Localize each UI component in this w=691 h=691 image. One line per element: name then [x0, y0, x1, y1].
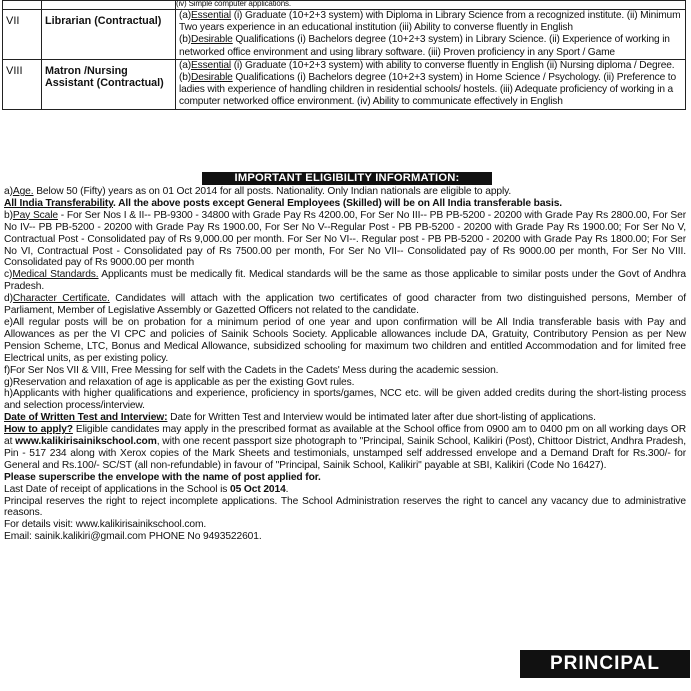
credits-paragraph: h)Applicants with higher qualifications and experience, proficiency in sports/games, NCC etc. will be given added credits during the short-listing process and selection process/interview. [4, 388, 686, 412]
table-row [3, 59, 686, 109]
test-date-text: Date for Written Test and Interview would be intimated later after due short-listing of applications. [167, 412, 596, 424]
advertisement-page [2, 0, 689, 691]
superscribe-note: Please superscribe the envelope with the name of post applied for. [4, 471, 321, 483]
serial-cell [3, 1, 42, 10]
pay-scale-heading: Pay Scale [12, 209, 59, 221]
last-date-end: . [285, 483, 289, 495]
age-heading: Age. [12, 186, 34, 197]
desirable-label: Desirable [191, 72, 233, 84]
item-label: d) [4, 293, 13, 305]
transferability-paragraph [4, 198, 686, 210]
age-paragraph [4, 186, 686, 198]
principal-signature: PRINCIPAL [520, 650, 690, 678]
eligibility-info [4, 186, 686, 543]
transferability-heading: All India Transferability [4, 197, 114, 209]
character-paragraph [4, 293, 686, 317]
post-cell: Matron /Nursing Assistant (Contractual) [42, 59, 176, 109]
item-label: c) [4, 269, 13, 281]
post-cell: Librarian (Contractual) [42, 10, 176, 60]
how-to-apply-heading: How to apply? [4, 424, 73, 436]
last-date-text: Last Date of receipt of applications in the School is [4, 483, 230, 495]
character-text: Candidates will attach with the application two certificates of good character from two distinguished persons, Member of Parliament, Member of Legislative Assembly or Gazetted Officers not related to the candidate. [4, 293, 686, 317]
last-date-paragraph [4, 484, 686, 496]
desirable-text: Qualifications (i) Bachelors degree (10+2+3 system) in Library Science. (ii) Experience of working in networked office environment and using library software. (iii) Proven proficiency in any Sport / Game [179, 34, 670, 58]
messing-paragraph: f)For Ser Nos VII & VIII, Free Messing for self with the Cadets in the Cadets' Mess during the academic session. [4, 364, 499, 376]
pay-scale-text: - For Ser Nos I & II-- PB-9300 - 34800 with Grade Pay Rs 4200.00, For Ser No III-- PB PB-5200 - 20200 with Grade Pay Rs 2800.00, For Ser No IV-- PB PB-5200 - 20200 with Grade Pay Rs 1900.00, For Ser No V--Regular Post - PB PB-5200 - 20200 with Grade Pay Rs 1900.00; For Ser No V, Contractual Post - Consolidated pay of Rs 9,000.00 per month. For Ser No VI--. Regular post - PB PB-5200 - 20200 with Grade Pay Rs 1800.00; For Ser No VI, Contractual Post - Consolidated pay of Rs 7500.00 per month, For Ser No VII-- Consolidated pay of Rs 9000.00 per month, For Ser No VIII. Consolidated pay of Rs 9000.00 per month [4, 209, 686, 269]
desirable-text: Qualifications (i) Bachelors degree (10+2+3 system) in Home Science / Psychology. (ii) Preference to ladies with experience of handling children in residential schools/ hostels. (iii) Adequate proficiency of working in a computer networked office environment. (iv) Ability to communicate effectively in English [179, 72, 677, 108]
item-label: b) [4, 209, 13, 221]
contact-line: Email: sainik.kalikiri@gmail.com PHONE No 9493522601. [4, 531, 262, 543]
how-to-apply-paragraph [4, 424, 686, 472]
how-to-apply-text: Eligible candidates may apply in the prescribed format as available at the School office from 0900 am to 0400 pm on all working days OR at [4, 424, 686, 448]
transferability-text: . All the above posts except General Employees (Skilled) will be on All India transferable basis. [113, 197, 563, 209]
table-row [3, 10, 686, 60]
essential-text: (i) Graduate (10+2+3 system) with ability to converse fluently in English (ii) Nursing diploma / Degree. [231, 59, 675, 71]
qualification-cell: (iv) Simple computer applications. [176, 1, 686, 10]
last-date-value: 05 Oct 2014 [230, 483, 286, 495]
medical-text: Applicants must be medically fit. Medical standards will be the same as those applicable to similar posts under the Govt of Andhra Pradesh. [4, 269, 686, 293]
eligibility-heading: IMPORTANT ELIGIBILITY INFORMATION: [202, 172, 492, 185]
test-date-paragraph [4, 412, 686, 424]
essential-text: (i) Graduate (10+2+3 system) with Diploma in Library Science from a recognized institute. (ii) Minimum Two years experience in an educational institution (iii) Ability to converse fluently in English [179, 10, 681, 34]
medical-heading: Medical Standards. [12, 269, 99, 281]
test-date-heading: Date of Written Test and Interview: [4, 412, 168, 424]
essential-label: Essential [191, 10, 232, 21]
item-label: a) [4, 186, 13, 197]
serial-cell: VIII [3, 59, 42, 109]
details-website-link[interactable]: www.kalikirisainikschool.com. [75, 519, 207, 531]
desirable-label: Desirable [191, 34, 233, 46]
serial-cell: VII [3, 10, 42, 60]
medical-paragraph [4, 269, 686, 293]
reservation-paragraph: g)Reservation and relaxation of age is applicable as per the existing Govt rules. [4, 376, 355, 388]
school-website-link[interactable]: www.kalikirisainikschool.com [15, 436, 157, 448]
age-text: Below 50 (Fifty) years as on 01 Oct 2014 for all posts. Nationality. Only Indian nationals are eligible to apply. [33, 186, 512, 197]
posts-table [2, 0, 686, 110]
pay-scale-paragraph [4, 210, 686, 270]
qualification-cell: (a)Essential (i) Graduate (10+2+3 system) with ability to converse fluently in English (ii) Nursing diploma / Degree. (b)Desirable Qualifications (i) Bachelors degree (10+2+3 system) in Home Science / Psychology. (ii) Preference to ladies with experience of handling children in residential schools/ hostels. (iii) Adequate proficiency of working in a computer networked office environment. (iv) Ability to communicate effectively in English [176, 59, 686, 109]
details-paragraph [4, 519, 686, 531]
post-cell [42, 1, 176, 10]
qualification-cell: (a)Essential (i) Graduate (10+2+3 system) with Diploma in Library Science from a recognized institute. (ii) Minimum Two years experience in an educational institution (iii) Ability to converse fluently in English (b)Desirable Qualifications (i) Bachelors degree (10+2+3 system) in Library Science. (ii) Experience of working in networked office environment and using library software. (iii) Proven proficiency in any Sport / Game [176, 10, 686, 60]
character-heading: Character Certificate. [12, 293, 110, 305]
reserve-paragraph: Principal reserves the right to reject incomplete applications. The School Administration reserves the right to cancel any vacancy due to administrative reasons. [4, 495, 686, 519]
probation-paragraph: e)All regular posts will be on probation for a minimum period of one year and upon confirmation will be All India transferable basis with Pay and Allowances as per the VI CPC and policies of Sainik Schools Society. Applicable allowances include DA, Gratuity, Contributory Pension as per New Pension Scheme, LTC, Bonus and Medical Allowance, subsidized schooling for maximum two children and entitled Accommodation and for limited free Electrical units, as per existing policy. [4, 316, 686, 364]
how-to-apply-text-2: , with one recent passport size photograph to "Principal, Sainik School, Kalikiri (Post), Chittoor District, Andhra Pradesh, Pin - 517 234 along with Xerox copies of the Mark Sheets and testimonials, unstamped self addressed envelope and a Demand Draft for Rs.300/- for General and Rs.100/- SC/ST (all non-refundable) in favour of "Principal, Sainik School, Kalikiri" payable at SBI, Kalikiri (Code No 16427). [4, 436, 686, 471]
essential-label: Essential [191, 59, 232, 71]
table-row [3, 1, 686, 10]
details-label: For details visit: [4, 519, 76, 531]
